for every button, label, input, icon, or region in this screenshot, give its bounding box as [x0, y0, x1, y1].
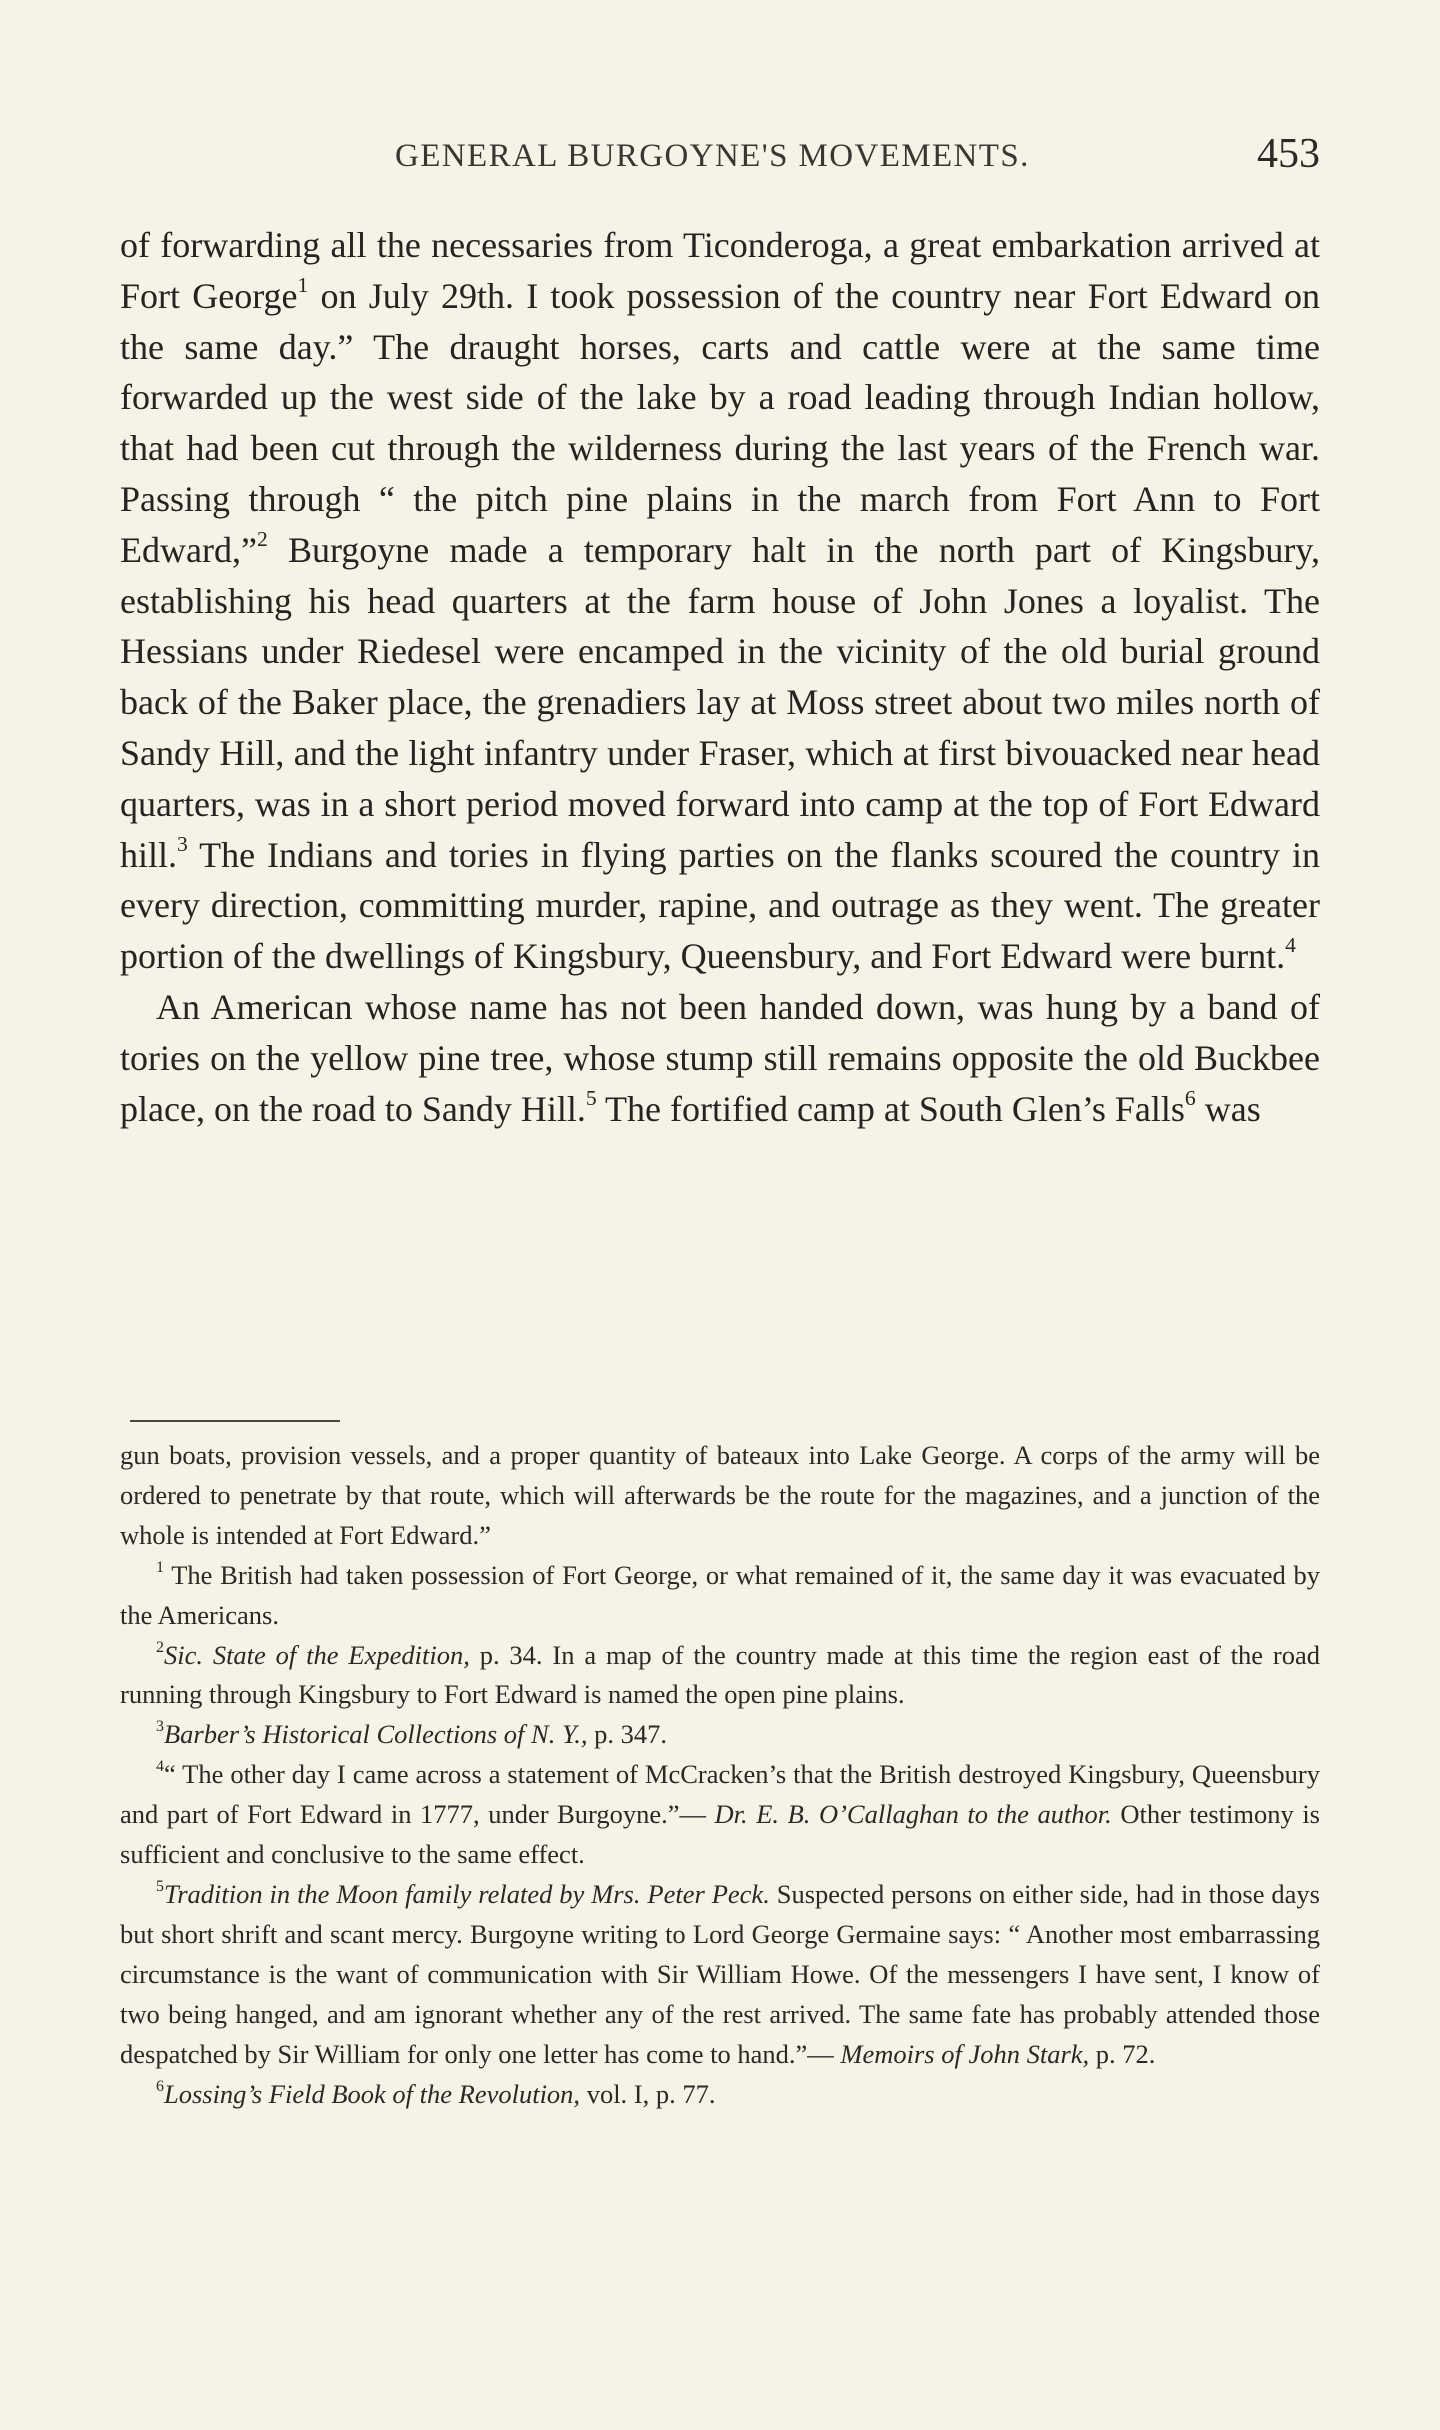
- footnote-2-citation: Sic. State of the Expedition,: [163, 1639, 470, 1670]
- footnote-ref-3: 3: [177, 831, 188, 856]
- footnote-5: [120, 1875, 1320, 2075]
- footnote-1: [120, 1556, 1320, 1636]
- footnote-5-citation: Tradition in the Moon family related by Mrs. Peter Peck.: [163, 1878, 770, 1909]
- footnote-3: [120, 1715, 1320, 1755]
- footnote-6: [120, 2075, 1320, 2115]
- footnote-ref-6: 6: [1184, 1085, 1196, 1110]
- footnote-5-mark: 5: [156, 1878, 164, 1896]
- footnote-continuation: gun boats, provision vessels, and a proper quantity of bateaux into Lake George. A corps of the army will be ordered to penetrate by that route, which will afterwards be the route for the magazines, and a junction of the whole is intended at Fort Edward.”: [120, 1440, 1320, 1550]
- footnote-2-text: p. 34. In a map of the country made at this time the region east of the road running through Kingsbury to Fort Edward is named the open pine plains.: [120, 1639, 1320, 1710]
- footnote-6-mark: 6: [156, 2077, 164, 2095]
- footnote-4-text: “ The other day I came across a statement of McCracken’s that the British destroyed Kingsbury, Queensbury and part of Fort Edward in 1777, under Burgoyne.”—: [120, 1759, 1320, 1830]
- footnote-ref-4: 4: [1285, 932, 1296, 957]
- footnote-3-mark: 3: [156, 1718, 164, 1736]
- footnote-6-citation: Lossing’s Field Book of the Revolution,: [163, 2078, 581, 2109]
- paragraph-1: [120, 220, 1320, 982]
- page-header: [120, 128, 1320, 188]
- paragraph-2: [120, 982, 1320, 1134]
- paragraph-1-text-d: The Indians and tories in flying parties on the flanks scoured the country in every direction, committing murder, rapine, and outrage as they went. The greater portion of the dwellings of Kingsbury, Queensbury, and Fort Edward were burnt.: [120, 834, 1320, 977]
- running-head: GENERAL BURGOYNE'S MOVEMENTS.: [395, 138, 1030, 174]
- footnote-3-text: p. 347.: [587, 1719, 668, 1750]
- body-text: [120, 220, 1320, 1134]
- footnote-ref-2: 2: [256, 526, 268, 551]
- paragraph-2-text-c: was: [1195, 1088, 1261, 1129]
- footnote-ref-5: 5: [585, 1085, 597, 1110]
- paragraph-2-text-b: The fortified camp at South Glen’s Falls: [596, 1088, 1185, 1129]
- footnote-3-citation: Barber’s Historical Collections of N. Y.,: [163, 1719, 588, 1750]
- paragraph-1-text-b: on July 29th. I took possession of the country near Fort Edward on the same day.” The draught horses, carts and cattle were at the same time forwarded up the west side of the lake by a road leading through Indian hollow, that had been cut through the wilderness during the last years of the French war. Passing through “ the pitch pine plains in the march from Fort Ann to Fort Edward,”: [120, 275, 1321, 570]
- footnote-5-citation-2: Memoirs of John Stark,: [840, 2038, 1090, 2069]
- footnote-2-mark: 2: [156, 1638, 164, 1656]
- paragraph-1-text-a: of forwarding all the necessaries from Ticonderoga, a great embarkation arrived at Fort George: [120, 225, 1320, 316]
- page-number: 453: [1257, 131, 1320, 177]
- paragraph-1-text-c: Burgoyne made a temporary halt in the north part of Kingsbury, establishing his head quarters at the farm house of John Jones a loyalist. The Hessians under Riedesel were encamped in the vicinity of the old burial ground back of the Baker place, the grenadiers lay at Moss street about two miles north of Sandy Hill, and the light infantry under Fraser, which at first bivouacked near head quarters, was in a short period moved forward into camp at the top of Fort Edward hill.: [120, 529, 1320, 875]
- footnote-5-text: Suspected persons on either side, had in those days but short shrift and scant mercy. Burgoyne writing to Lord George Germaine says: “ Another most embarrassing circumstance is the want of communication with Sir William Howe. Of the messengers I have sent, I know of two being hanged, and am ignorant whether any of the rest arrived. The same fate has probably attended those despatched by Sir William for only one letter has come to hand.”—: [120, 1878, 1320, 2069]
- footnote-6-text: vol. I, p. 77.: [580, 2078, 716, 2109]
- footnote-4-text-2: Other testimony is sufficient and conclusive to the same effect.: [120, 1799, 1320, 1870]
- footnote-5-text-2: p. 72.: [1089, 2038, 1156, 2069]
- footnote-divider: [130, 1420, 340, 1422]
- footnotes: [120, 1436, 1320, 2114]
- footnote-ref-1: 1: [297, 272, 309, 297]
- paragraph-2-text-a: An American whose name has not been handed down, was hung by a band of tories on the yellow pine tree, whose stump still remains opposite the old Buckbee place, on the road to Sandy Hill.: [120, 986, 1320, 1129]
- footnote-4: [120, 1755, 1320, 1875]
- footnote-4-citation: Dr. E. B. O’Callaghan to the author.: [714, 1799, 1112, 1830]
- footnote-1-text: The British had taken possession of Fort George, or what remained of it, the same day it was evacuated by the Americans.: [120, 1559, 1320, 1630]
- footnote-4-mark: 4: [156, 1758, 164, 1776]
- footnote-1-mark: 1: [156, 1558, 164, 1576]
- footnote-2: [120, 1636, 1320, 1716]
